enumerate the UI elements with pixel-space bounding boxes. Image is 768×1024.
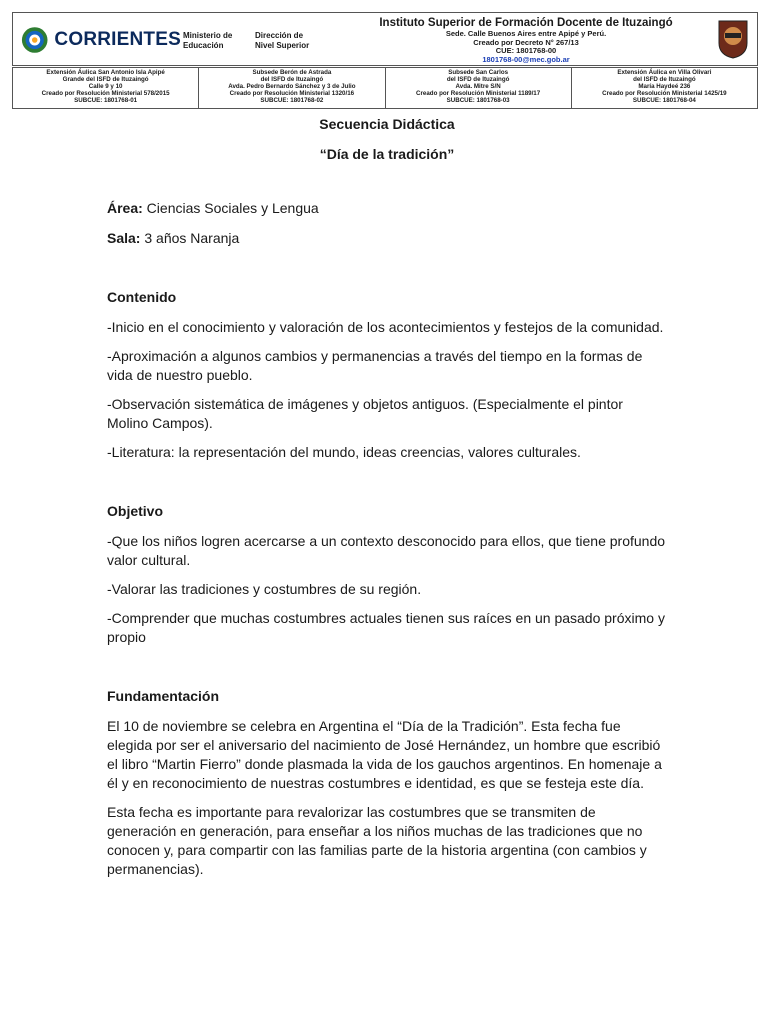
objetivo-item: -Que los niños logren acercarse a un contexto desconocido para ellos, que tiene profundo valor cultural.: [107, 533, 666, 568]
ministry-label: Ministerio de Educación: [183, 31, 233, 50]
subsede-cell: Subsede San Carlos del ISFD de Ituzaingó Avda. Mitre S/N Creado por Resolución Ministerial 1189/17 SUBCUE: 1801768-03: [386, 68, 572, 108]
institute-crest-icon: [717, 19, 749, 59]
document-subtitle: “Día de la tradición”: [319, 146, 455, 162]
contenido-item: -Aproximación a algunos cambios y permanencias a través del tiempo en la formas de vida de nuestro pueblo.: [107, 348, 643, 383]
subsede-cell: Extensión Áulica San Antonio Isla Apipé Grande del ISFD de Ituzaingó Calle 9 y 10 Creado por Resolución Ministerial 578/2015 SUBCUE: 1801768-01: [13, 68, 199, 108]
subsede-cell: Extensión Áulica en Villa Olivari del ISFD de Ituzaingó María Haydeé 236 Creado por Resolución Ministerial 1425/19 SUBCUE: 1801768-04: [602, 69, 727, 104]
contenido-heading: Contenido: [107, 289, 177, 305]
direction-label: Dirección de Nivel Superior: [255, 31, 310, 50]
logo-text: CORRIENTES: [54, 29, 181, 50]
subsede-cell: Subsede Berón de Astrada del ISFD de Ituzaingó Avda. Pedro Bernardo Sánchez y 3 de Julio Creado por Resolución Ministerial 1320/16 SUBCUE: 1801768-02: [199, 68, 385, 108]
fundamentacion-paragraph: Esta fecha es importante para revalorizar las costumbres que se transmiten de generación en generación, para enseñar a los niños muchas de las tradiciones que no conocen y, para compartir con las familias parte de la historia argentina (con cambios y permanencias).: [107, 804, 647, 877]
fundamentacion-heading: Fundamentación: [107, 688, 220, 704]
fundamentacion-paragraph: El 10 de noviembre se celebra en Argentina el “Día de la Tradición”. Esta fecha fue elegida por ser el aniversario del nacimiento de José Hernández, un hombre que escribió el libro “Martin Fierro” donde plasmada la vida de los gauchos argentinos. En homenaje a él y en reconocimiento de nuestras costumbres e identidad, es que se festeja este día.: [107, 718, 662, 791]
contenido-item: -Literatura: la representación del mundo, ideas creencias, valores culturales.: [107, 444, 581, 460]
objetivo-heading: Objetivo: [107, 503, 164, 519]
subsede-row: [12, 67, 758, 109]
objetivo-item: -Comprender que muchas costumbres actuales tienen sus raíces en un pasado próximo y propio: [107, 610, 665, 645]
institute-block: Instituto Superior de Formación Docente de Ituzaingó Sede. Calle Buenos Aires entre Apipé y Perú. Creado por Decreto N° 267/13 CUE: 1801768-00 1801768-00@mec.gob.ar: [331, 17, 721, 64]
institute-title: Instituto Superior de Formación Docente de Ituzaingó: [379, 17, 673, 29]
province-emblem-icon: [21, 25, 48, 55]
contenido-item: -Inicio en el conocimiento y valoración de los acontecimientos y festejos de la comunidad.: [107, 319, 664, 335]
letterhead: [12, 12, 758, 66]
document-title: Secuencia Didáctica: [319, 116, 455, 132]
area-field: Área: Ciencias Sociales y Lengua: [107, 200, 319, 216]
contenido-item: -Observación sistemática de imágenes y objetos antiguos. (Especialmente el pintor Molino Campos).: [107, 396, 623, 431]
corrientes-logo: [21, 23, 181, 57]
institute-email: 1801768-00@mec.gob.ar: [482, 54, 570, 64]
document-body: [107, 110, 667, 879]
sala-field: Sala: 3 años Naranja: [107, 230, 240, 246]
objetivo-item: -Valorar las tradiciones y costumbres de su región.: [107, 581, 422, 597]
